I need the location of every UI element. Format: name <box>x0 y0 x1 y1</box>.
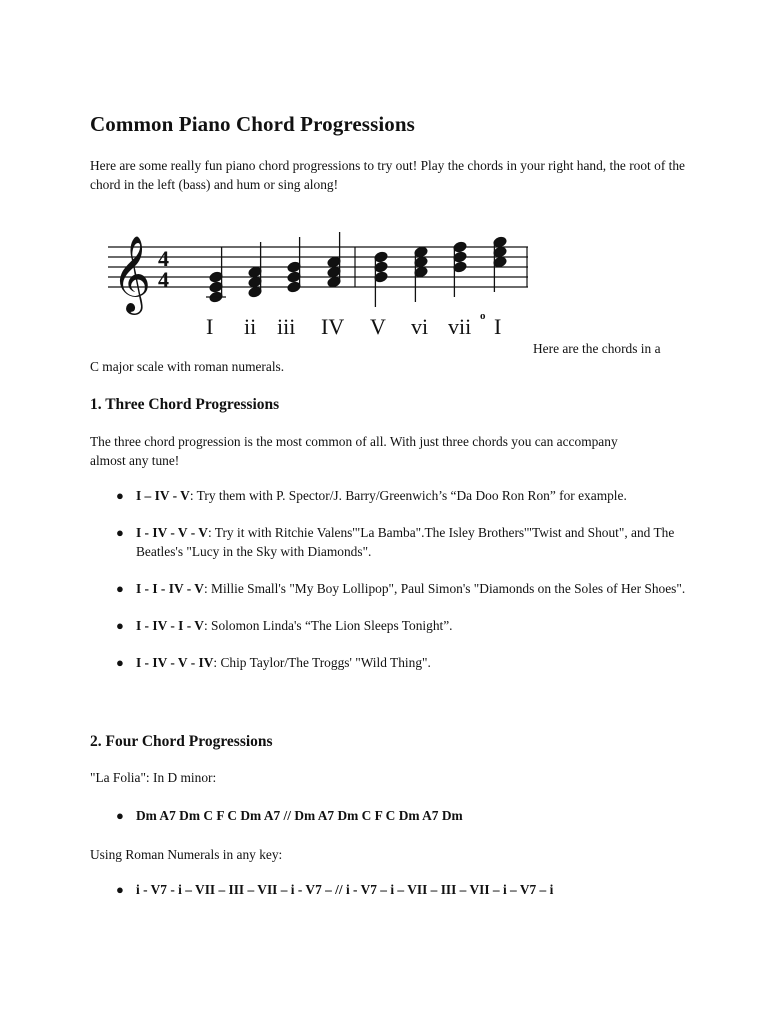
figure-caption-line2: C major scale with roman numerals. <box>90 359 285 374</box>
intro-paragraph: Here are some really fun piano chord progressions to try out! Play the chords in your right hand, the root of the chord in the left (bass) and hum or sing along! <box>90 158 685 192</box>
chord-label: I – IV - V <box>136 488 190 503</box>
bullet-icon: ● <box>116 808 124 823</box>
item-text: : Try it with Ritchie Valens'"La Bamba".The Isley Brothers'"Twist and Shout", and The Beatles's "Lucy in the Sky with Diamonds". <box>136 525 675 559</box>
list-item <box>90 880 690 899</box>
section-heading-four-chord: 2. Four Chord Progressions <box>90 733 273 750</box>
chord-label: i - V7 - i – VII – III – VII – i - V7 – // i - V7 – i – VII – III – VII – i – V7 – i <box>136 882 554 897</box>
chord-label: Dm A7 Dm C F C Dm A7 // Dm A7 Dm C F C Dm A7 Dm <box>136 808 463 823</box>
roman-numeral: vii <box>448 314 472 339</box>
music-staff-figure <box>108 214 538 349</box>
chord-label: I - IV - V - IV <box>136 655 214 670</box>
bullet-icon: ● <box>116 655 124 670</box>
item-text: : Try them with P. Spector/J. Barry/Greenwich’s “Da Doo Ron Ron” for example. <box>189 488 627 503</box>
time-signature-top: 4 <box>158 246 169 271</box>
bullet-icon: ● <box>116 882 124 897</box>
roman-numerals-list <box>90 880 690 899</box>
list-item <box>90 523 690 561</box>
roman-numeral: V <box>370 314 386 339</box>
roman-numeral: I <box>206 314 214 339</box>
roman-numerals-intro: Using Roman Numerals in any key: <box>90 847 283 862</box>
item-text: : Millie Small's "My Boy Lollipop", Paul Simon's "Diamonds on the Soles of Her Shoes". <box>203 581 686 596</box>
item-text: : Chip Taylor/The Troggs' "Wild Thing". <box>213 655 431 670</box>
roman-numeral: IV <box>321 314 345 339</box>
list-item <box>90 806 690 825</box>
bullet-icon: ● <box>116 618 124 633</box>
list-item <box>90 616 690 635</box>
diminished-mark: o <box>480 310 486 322</box>
section-three-paragraph: The three chord progression is the most common of all. With just three chords you can accompany almost any tune! <box>90 434 618 468</box>
chord-label: I - IV - V - V <box>136 525 208 540</box>
chord-label: I - IV - I - V <box>136 618 204 633</box>
roman-numeral: iii <box>277 314 296 339</box>
roman-numeral: vi <box>411 314 429 339</box>
roman-numeral: ii <box>244 314 257 339</box>
roman-numeral: I <box>494 314 502 339</box>
bullet-icon: ● <box>116 581 124 596</box>
item-text: : Solomon Linda's “The Lion Sleeps Tonight”. <box>203 618 453 633</box>
three-chord-list <box>90 486 690 690</box>
la-folia-list <box>90 806 690 825</box>
figure-caption-line1: Here are the chords in a <box>533 341 661 356</box>
page-title: Common Piano Chord Progressions <box>90 112 415 136</box>
treble-clef-icon: 𝄞 <box>112 235 152 312</box>
section-heading-three-chord: 1. Three Chord Progressions <box>90 396 280 413</box>
la-folia-intro: "La Folia": In D minor: <box>90 770 217 785</box>
chord-label: I - I - IV - V <box>136 581 204 596</box>
time-signature-bottom: 4 <box>158 267 169 292</box>
bullet-icon: ● <box>116 488 124 503</box>
list-item <box>90 579 690 598</box>
list-item <box>90 486 690 505</box>
c-major-scale-staff <box>108 214 538 344</box>
list-item <box>90 653 690 672</box>
bullet-icon: ● <box>116 525 124 540</box>
